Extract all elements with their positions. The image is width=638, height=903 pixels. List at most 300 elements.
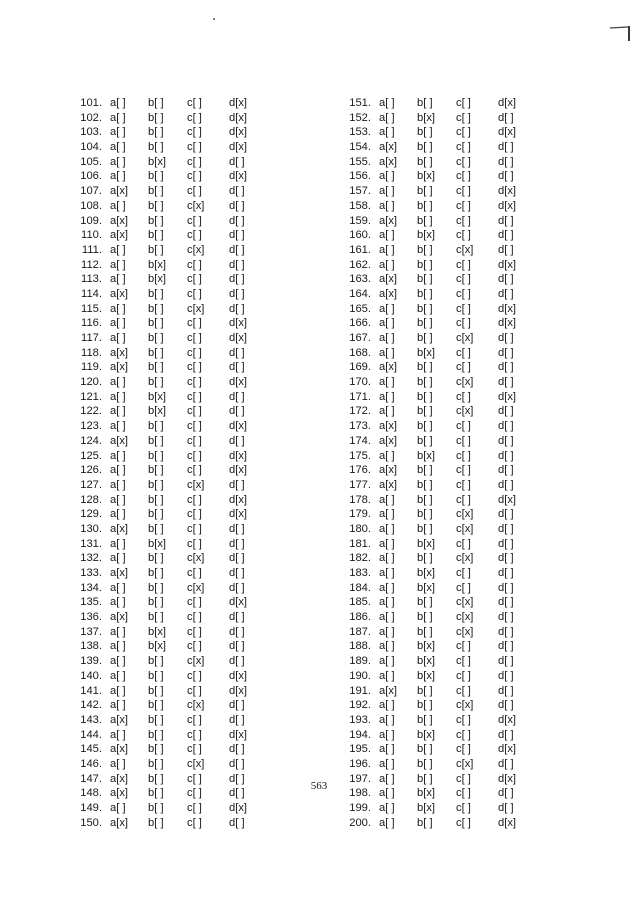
option-c: c[ ] <box>456 214 471 227</box>
option-d: d[ ] <box>498 625 514 638</box>
option-b: b[ ] <box>148 434 164 447</box>
option-a: a[x] <box>110 522 129 535</box>
option-c: c[ ] <box>187 434 202 447</box>
option-a: a[ ] <box>379 611 395 624</box>
option-d: d[ ] <box>229 302 245 315</box>
answer-row <box>343 125 593 140</box>
option-a: a[ ] <box>379 332 395 344</box>
answer-row <box>343 169 593 184</box>
option-a: a[ ] <box>110 111 126 124</box>
option-c: c[ ] <box>187 141 202 154</box>
option-a: a[ ] <box>379 126 395 139</box>
answer-row <box>343 287 593 302</box>
option-b: b[x] <box>148 390 167 403</box>
option-b: b[ ] <box>148 655 164 668</box>
option-c: c[ ] <box>187 214 202 227</box>
option-c: c[ ] <box>456 185 471 198</box>
option-c: c[ ] <box>456 199 471 212</box>
option-c: c[ ] <box>187 464 202 477</box>
option-c: c[ ] <box>456 273 471 286</box>
answer-row <box>343 199 593 214</box>
option-a: a[ ] <box>379 346 395 359</box>
option-d: d[x] <box>498 302 517 315</box>
option-a: a[ ] <box>110 405 126 418</box>
answer-row <box>74 111 324 126</box>
answer-row <box>343 360 593 375</box>
page-number: 563 <box>310 780 328 792</box>
option-b: b[ ] <box>417 757 433 770</box>
option-c: c[x] <box>187 478 205 491</box>
option-b: b[ ] <box>417 464 433 477</box>
option-d: d[ ] <box>229 713 245 726</box>
option-a: a[ ] <box>110 317 126 330</box>
option-b: b[ ] <box>148 596 164 609</box>
option-b: b[x] <box>417 728 436 741</box>
answer-row <box>74 669 324 684</box>
option-b: b[ ] <box>148 684 164 697</box>
question-number: 109. <box>80 214 102 227</box>
answer-row <box>343 111 593 126</box>
question-number: 196. <box>349 757 371 770</box>
answer-row <box>74 757 324 772</box>
answer-row <box>74 390 324 405</box>
option-b: b[ ] <box>148 493 164 506</box>
option-b: b[ ] <box>148 816 164 829</box>
option-d: d[x] <box>229 317 248 330</box>
option-d: d[ ] <box>498 537 514 550</box>
option-a: a[x] <box>379 464 398 477</box>
answer-row <box>74 258 324 273</box>
option-d: d[x] <box>498 258 517 271</box>
option-d: d[ ] <box>229 772 245 785</box>
option-a: a[ ] <box>110 684 126 697</box>
option-a: a[ ] <box>110 655 126 668</box>
answer-row <box>74 228 324 243</box>
option-b: b[ ] <box>148 787 164 800</box>
option-a: a[ ] <box>110 625 126 638</box>
option-d: d[ ] <box>498 434 514 447</box>
option-a: a[ ] <box>110 243 126 256</box>
question-number: 145. <box>80 743 102 756</box>
option-c: c[ ] <box>187 787 202 800</box>
question-number: 120. <box>80 376 102 389</box>
option-a: a[x] <box>379 434 398 447</box>
option-a: a[x] <box>110 567 129 579</box>
answer-row <box>74 272 324 287</box>
option-b: b[ ] <box>148 757 164 770</box>
option-a: a[ ] <box>110 420 126 433</box>
question-number: 182. <box>349 552 371 565</box>
option-c: c[ ] <box>456 420 471 433</box>
option-a: a[ ] <box>110 640 126 653</box>
option-c: c[ ] <box>187 772 202 785</box>
option-c: c[ ] <box>456 802 471 814</box>
answer-row <box>343 404 593 419</box>
option-b: b[x] <box>417 802 436 814</box>
option-b: b[ ] <box>148 420 164 433</box>
option-b: b[ ] <box>148 243 164 256</box>
option-d: d[ ] <box>498 273 514 286</box>
answer-row <box>74 684 324 699</box>
question-number: 159. <box>349 214 371 227</box>
question-number: 131. <box>80 537 102 550</box>
option-b: b[ ] <box>417 684 433 697</box>
option-c: c[ ] <box>456 655 471 668</box>
answer-row <box>343 654 593 669</box>
option-d: d[x] <box>498 493 517 506</box>
option-a: a[ ] <box>110 802 126 814</box>
answer-row <box>343 272 593 287</box>
option-d: d[x] <box>229 508 248 521</box>
option-c: c[ ] <box>456 287 471 300</box>
option-a: a[ ] <box>379 199 395 212</box>
option-a: a[ ] <box>379 229 395 242</box>
option-c: c[x] <box>456 522 474 535</box>
option-d: d[ ] <box>498 229 514 242</box>
answer-row <box>343 184 593 199</box>
option-c: c[ ] <box>456 317 471 330</box>
option-d: d[ ] <box>229 581 245 594</box>
option-a: a[ ] <box>110 757 126 770</box>
question-number: 139. <box>80 655 102 668</box>
answer-row <box>343 551 593 566</box>
option-b: b[ ] <box>417 625 433 638</box>
option-d: d[ ] <box>229 390 245 403</box>
option-b: b[ ] <box>417 596 433 609</box>
option-b: b[ ] <box>148 772 164 785</box>
answer-row <box>343 684 593 699</box>
option-d: d[ ] <box>498 361 514 374</box>
option-a: a[ ] <box>379 317 395 330</box>
question-number: 173. <box>349 420 371 433</box>
option-a: a[x] <box>110 434 129 447</box>
option-d: d[ ] <box>498 478 514 491</box>
question-number: 143. <box>80 713 102 726</box>
option-c: c[x] <box>187 199 205 212</box>
scan-speck <box>213 18 215 20</box>
question-number: 107. <box>80 185 102 198</box>
question-number: 112. <box>81 258 102 271</box>
answer-row <box>343 140 593 155</box>
option-b: b[ ] <box>148 229 164 242</box>
option-b: b[ ] <box>148 611 164 624</box>
option-c: c[x] <box>187 581 205 594</box>
answer-row <box>74 360 324 375</box>
question-number: 134. <box>80 581 102 594</box>
answer-row <box>74 375 324 390</box>
question-number: 132. <box>80 552 102 565</box>
question-number: 113. <box>81 273 102 286</box>
option-d: d[ ] <box>498 699 514 712</box>
option-c: c[x] <box>187 757 205 770</box>
answer-row <box>343 390 593 405</box>
option-b: b[ ] <box>148 743 164 756</box>
option-d: d[ ] <box>229 361 245 374</box>
question-number: 198. <box>349 787 371 800</box>
option-d: d[ ] <box>498 581 514 594</box>
question-number: 111. <box>81 243 102 256</box>
option-b: b[ ] <box>417 361 433 374</box>
option-a: a[x] <box>110 713 129 726</box>
option-d: d[ ] <box>229 478 245 491</box>
option-d: d[ ] <box>498 141 514 154</box>
option-a: a[ ] <box>110 508 126 521</box>
option-b: b[ ] <box>417 611 433 624</box>
option-b: b[ ] <box>148 669 164 682</box>
option-c: c[ ] <box>456 728 471 741</box>
option-b: b[ ] <box>148 170 164 183</box>
question-number: 123. <box>80 420 102 433</box>
option-b: b[x] <box>417 640 436 653</box>
option-d: d[ ] <box>229 567 245 579</box>
option-b: b[x] <box>417 229 436 242</box>
option-b: b[ ] <box>417 214 433 227</box>
option-c: c[ ] <box>456 155 471 168</box>
option-c: c[ ] <box>456 434 471 447</box>
option-b: b[ ] <box>417 816 433 829</box>
answer-row <box>74 654 324 669</box>
option-b: b[ ] <box>417 508 433 521</box>
option-c: c[ ] <box>456 493 471 506</box>
question-number: 181. <box>349 537 371 550</box>
option-c: c[ ] <box>456 772 471 785</box>
question-number: 135. <box>80 596 102 609</box>
answer-row <box>343 522 593 537</box>
answer-row <box>343 801 593 816</box>
question-number: 116. <box>81 317 102 330</box>
option-a: a[ ] <box>110 97 126 109</box>
option-c: c[ ] <box>187 508 202 521</box>
option-a: a[ ] <box>379 669 395 682</box>
option-d: d[x] <box>498 185 517 198</box>
option-a: a[ ] <box>110 376 126 389</box>
option-b: b[ ] <box>417 302 433 315</box>
option-c: c[ ] <box>187 258 202 271</box>
option-c: c[ ] <box>187 713 202 726</box>
option-c: c[ ] <box>187 332 202 344</box>
option-c: c[ ] <box>456 126 471 139</box>
option-c: c[x] <box>456 611 474 624</box>
answer-row <box>74 346 324 361</box>
option-d: d[ ] <box>498 655 514 668</box>
question-number: 137. <box>80 625 102 638</box>
option-b: b[x] <box>148 537 167 550</box>
answer-row <box>74 639 324 654</box>
question-number: 150. <box>80 816 102 829</box>
option-c: c[ ] <box>187 273 202 286</box>
option-c: c[ ] <box>456 669 471 682</box>
option-a: a[ ] <box>379 493 395 506</box>
option-b: b[x] <box>417 111 436 124</box>
option-a: a[x] <box>379 361 398 374</box>
answer-row <box>74 595 324 610</box>
option-c: c[ ] <box>456 816 471 829</box>
option-d: d[ ] <box>229 287 245 300</box>
option-d: d[x] <box>229 126 248 139</box>
option-b: b[x] <box>148 640 167 653</box>
answer-row <box>343 346 593 361</box>
option-b: b[ ] <box>417 155 433 168</box>
option-b: b[ ] <box>417 243 433 256</box>
answer-row <box>343 419 593 434</box>
option-d: d[ ] <box>498 611 514 624</box>
option-b: b[x] <box>417 669 436 682</box>
option-c: c[ ] <box>187 596 202 609</box>
answer-row <box>74 742 324 757</box>
option-b: b[x] <box>148 273 167 286</box>
option-b: b[ ] <box>148 478 164 491</box>
option-d: d[ ] <box>498 567 514 579</box>
option-c: c[ ] <box>456 302 471 315</box>
answer-row <box>74 478 324 493</box>
option-a: a[ ] <box>110 669 126 682</box>
option-c: c[x] <box>456 332 474 344</box>
answer-row <box>74 287 324 302</box>
option-c: c[ ] <box>187 537 202 550</box>
option-a: a[ ] <box>110 258 126 271</box>
option-a: a[ ] <box>110 170 126 183</box>
option-b: b[ ] <box>148 713 164 726</box>
option-a: a[x] <box>110 287 129 300</box>
question-number: 152. <box>349 111 371 124</box>
question-number: 127. <box>80 478 102 491</box>
option-c: c[ ] <box>456 787 471 800</box>
option-a: a[x] <box>110 214 129 227</box>
question-number: 171. <box>349 390 371 403</box>
question-number: 126. <box>80 464 102 477</box>
option-a: a[ ] <box>379 97 395 109</box>
option-b: b[ ] <box>417 332 433 344</box>
option-b: b[ ] <box>148 97 164 109</box>
option-b: b[ ] <box>148 728 164 741</box>
answer-row <box>343 507 593 522</box>
answer-row <box>74 551 324 566</box>
option-c: c[ ] <box>187 405 202 418</box>
question-number: 175. <box>349 449 371 462</box>
option-c: c[ ] <box>187 669 202 682</box>
option-b: b[ ] <box>417 126 433 139</box>
option-d: d[x] <box>498 713 517 726</box>
option-a: a[ ] <box>110 728 126 741</box>
option-d: d[ ] <box>229 640 245 653</box>
option-b: b[x] <box>417 170 436 183</box>
question-number: 167. <box>349 332 371 344</box>
option-c: c[ ] <box>456 229 471 242</box>
question-number: 133. <box>80 567 102 579</box>
option-b: b[ ] <box>148 699 164 712</box>
answer-row <box>343 214 593 229</box>
option-b: b[ ] <box>417 258 433 271</box>
answer-row <box>343 478 593 493</box>
option-d: d[ ] <box>498 596 514 609</box>
option-c: c[x] <box>456 243 474 256</box>
option-a: a[ ] <box>110 537 126 550</box>
option-b: b[ ] <box>417 405 433 418</box>
option-a: a[ ] <box>110 126 126 139</box>
option-d: d[ ] <box>498 552 514 565</box>
question-number: 169. <box>349 361 371 374</box>
option-c: c[ ] <box>187 390 202 403</box>
option-b: b[ ] <box>417 434 433 447</box>
option-a: a[ ] <box>379 655 395 668</box>
question-number: 144. <box>80 728 102 741</box>
question-number: 147. <box>80 772 102 785</box>
option-b: b[ ] <box>417 713 433 726</box>
option-b: b[x] <box>148 258 167 271</box>
option-b: b[ ] <box>148 126 164 139</box>
answer-row <box>343 155 593 170</box>
question-number: 130. <box>80 522 102 535</box>
option-b: b[ ] <box>417 420 433 433</box>
question-number: 153. <box>349 126 371 139</box>
question-number: 136. <box>80 611 102 624</box>
option-a: a[ ] <box>379 728 395 741</box>
option-b: b[ ] <box>148 346 164 359</box>
answer-row <box>343 493 593 508</box>
question-number: 156. <box>349 170 371 183</box>
option-c: c[ ] <box>456 346 471 359</box>
option-a: a[ ] <box>379 757 395 770</box>
option-d: d[ ] <box>229 155 245 168</box>
option-d: d[ ] <box>229 537 245 550</box>
option-a: a[ ] <box>379 816 395 829</box>
option-b: b[ ] <box>417 522 433 535</box>
answer-row <box>74 125 324 140</box>
question-number: 179. <box>349 508 371 521</box>
answer-row <box>343 581 593 596</box>
answer-row <box>343 228 593 243</box>
option-a: a[ ] <box>379 302 395 315</box>
option-d: d[ ] <box>229 757 245 770</box>
option-c: c[ ] <box>456 464 471 477</box>
option-d: d[x] <box>498 199 517 212</box>
option-c: c[ ] <box>187 449 202 462</box>
option-d: d[ ] <box>498 522 514 535</box>
option-a: a[ ] <box>110 493 126 506</box>
answer-row <box>74 507 324 522</box>
question-number: 158. <box>349 199 371 212</box>
answer-row <box>74 610 324 625</box>
question-number: 138. <box>80 640 102 653</box>
option-d: d[x] <box>229 376 248 389</box>
option-a: a[x] <box>379 273 398 286</box>
question-number: 191. <box>349 684 371 697</box>
option-b: b[x] <box>417 567 436 579</box>
question-number: 157. <box>349 185 371 198</box>
option-d: d[ ] <box>229 434 245 447</box>
option-a: a[ ] <box>379 258 395 271</box>
question-number: 186. <box>349 611 371 624</box>
option-a: a[x] <box>379 478 398 491</box>
option-b: b[ ] <box>148 376 164 389</box>
option-b: b[x] <box>417 787 436 800</box>
option-a: a[ ] <box>110 699 126 712</box>
option-b: b[x] <box>417 449 436 462</box>
option-b: b[x] <box>417 655 436 668</box>
answer-row <box>343 463 593 478</box>
option-b: b[ ] <box>148 332 164 344</box>
answer-row <box>74 463 324 478</box>
question-number: 162. <box>349 258 371 271</box>
option-d: d[x] <box>498 743 517 756</box>
scan-corner-mark-icon <box>608 24 634 42</box>
answer-row <box>74 404 324 419</box>
question-number: 164. <box>349 287 371 300</box>
answer-row <box>74 713 324 728</box>
option-a: a[ ] <box>379 787 395 800</box>
option-b: b[x] <box>148 405 167 418</box>
option-a: a[x] <box>379 214 398 227</box>
